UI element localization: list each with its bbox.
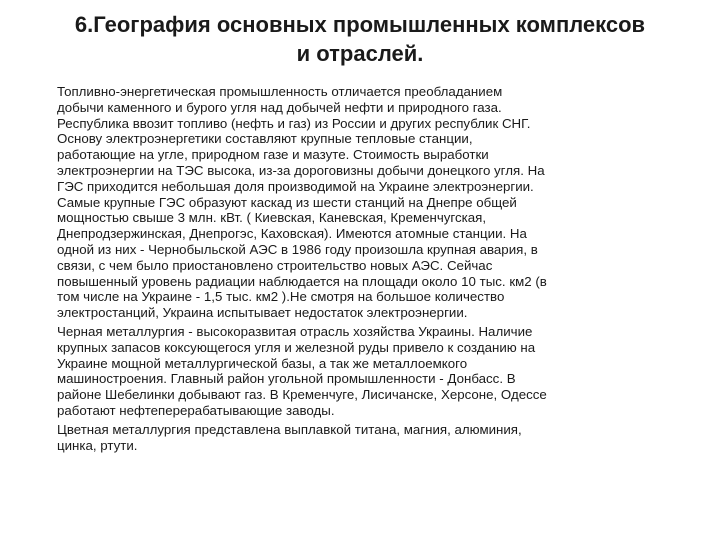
text-line: машиностроения. Главный район угольной промышленности - Донбасс. В xyxy=(57,371,516,387)
text-line: Самые крупные ГЭС образуют каскад из шести станций на Днепре общей xyxy=(57,194,517,210)
text-line: крупных запасов коксующегося угля и железной руды привело к созданию на xyxy=(57,339,536,355)
text-line: повышенный уровень радиации наблюдается на площади около 10 тыс. км2 (в xyxy=(57,273,547,289)
text-line: работают нефтеперерабатывающие заводы. xyxy=(57,402,335,418)
text-line: Республика ввозит топливо (нефть и газ) из России и других республик СНГ. xyxy=(57,115,531,131)
text-line: Днепродзержинская, Днепрогэс, Каховская). Имеются атомные станции. На xyxy=(57,226,527,242)
text-line: Топливно-энергетическая промышленность отличается преобладанием xyxy=(57,84,503,99)
slide-title-line: 6.География основных промышленных комплексов xyxy=(74,12,646,37)
text-line: том числе на Украине - 1,5 тыс. км2 ).Не смотря на большое количество xyxy=(57,289,505,305)
text-line: цинка, ртути. xyxy=(57,437,138,453)
paragraph-fuel-energy xyxy=(57,84,697,321)
text-line: Цветная металлургия представлена выплавкой титана, магния, алюминия, xyxy=(57,421,522,437)
text-line: Черная металлургия - высокоразвитая отрасль хозяйства Украины. Наличие xyxy=(57,323,533,339)
paragraph-nonferrous-metallurgy xyxy=(57,422,697,454)
text-line: электроэнергии на ТЭС высока, из-за дороговизны добычи донецкого угля. На xyxy=(57,162,545,178)
slide-title xyxy=(20,10,700,68)
text-line: районе Шебелинки добывают газ. В Кременчуге, Лисичанске, Херсоне, Одессе xyxy=(57,387,547,403)
text-line: электростанций, Украина испытывает недостаток электроэнергии. xyxy=(57,305,468,321)
text-line: ГЭС приходится небольшая доля производимой на Украине электроэнергии. xyxy=(57,178,534,194)
text-line: добычи каменного и бурого угля над добычей нефти и природного газа. xyxy=(57,99,502,115)
text-line: Основу электроэнергетики составляют крупные тепловые станции, xyxy=(57,131,473,147)
paragraph-ferrous-metallurgy xyxy=(57,324,697,419)
text-line: работающие на угле, природном газе и мазуте. Стоимость выработки xyxy=(57,147,489,163)
text-line: связи, с чем было приостановлено строительство новых АЭС. Сейчас xyxy=(57,257,493,273)
text-line: мощностью свыше 3 млн. кВт. ( Киевская, Каневская, Кременчугская, xyxy=(57,210,487,226)
slide-body xyxy=(57,84,697,456)
slide-title-line: и отраслей. xyxy=(296,41,424,66)
text-line: одной из них - Чернобыльской АЭС в 1986 году произошла крупная авария, в xyxy=(57,241,538,257)
text-line: Украине мощной металлургической базы, а так же металлоемкого xyxy=(57,355,468,371)
